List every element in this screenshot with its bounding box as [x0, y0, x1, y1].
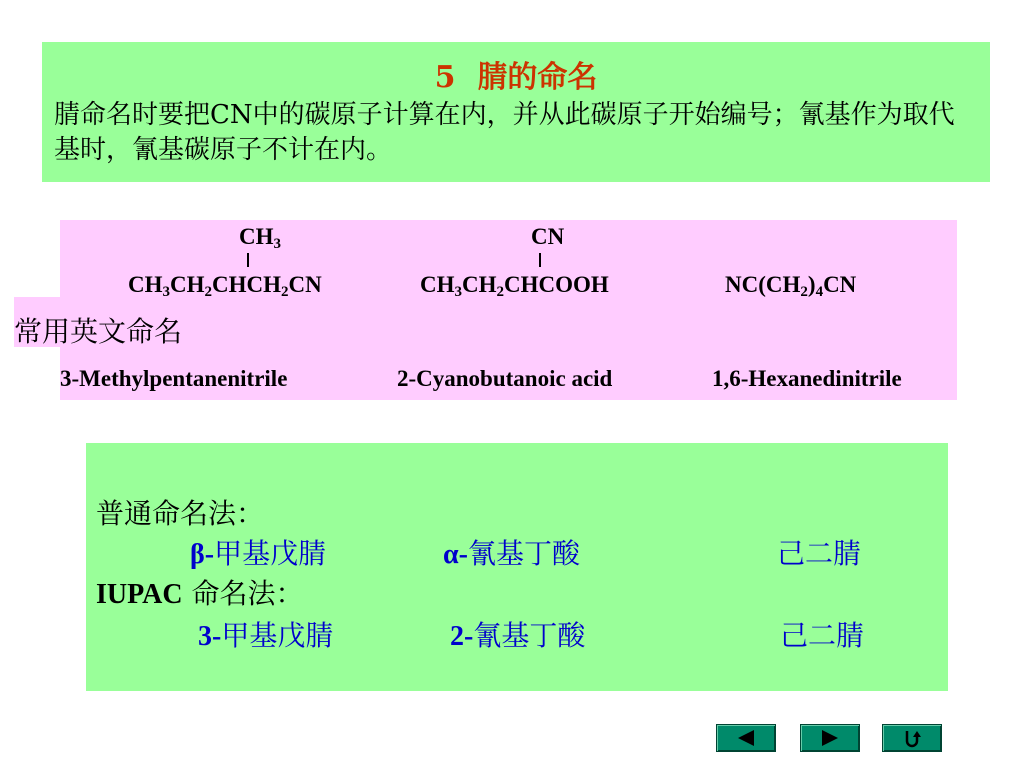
english-name-1: 3-Methylpentanenitrile: [60, 366, 288, 391]
common-naming-label: 普通命名法：: [96, 497, 265, 530]
slide-title: [42, 52, 990, 96]
iupac-name-3: 己二腈: [780, 619, 865, 652]
bond-line-1: [247, 253, 249, 267]
english-name-3: 1,6-Hexanedinitrile: [712, 366, 902, 391]
bond-line-2: [539, 253, 541, 267]
naming-rule-text: 腈命名时要把CN中的碳原子计算在内，并从此碳原子开始编号；氰基作为取代基时，氰基碳原子不计在内。: [54, 100, 955, 165]
common-name-2: α-氰基丁酸: [443, 537, 580, 570]
return-icon: [900, 728, 924, 748]
title-number: 5: [434, 60, 456, 95]
next-arrow-icon: [818, 729, 842, 747]
next-slide-button[interactable]: [800, 724, 860, 752]
common-name-3: 己二腈: [777, 537, 862, 570]
prev-arrow-icon: [734, 729, 758, 747]
title-text: 腈的命名: [477, 60, 598, 95]
iupac-name-2: 2-氰基丁酸: [450, 619, 586, 652]
iupac-name-1: 3-甲基戊腈: [198, 619, 334, 652]
iupac-naming-label: IUPAC 命名法：: [96, 577, 304, 610]
formula-hexanedinitrile: $NC(CH_2)_4CN$: [725, 272, 857, 300]
return-button[interactable]: [882, 724, 942, 752]
cyano-branch: CN: [531, 224, 565, 249]
english-name-2: 2-Cyanobutanoic acid: [397, 366, 613, 391]
methyl-branch: $CH_3$: [239, 224, 281, 252]
formula-2-cyanobutanoic-acid: $CH_3CH_2CHCOOH$: [420, 272, 609, 300]
previous-slide-button[interactable]: [716, 724, 776, 752]
english-naming-label: 常用英文命名: [14, 315, 183, 348]
common-name-1: β-甲基戊腈: [190, 537, 327, 570]
formula-3-methylpentanenitrile: $CH_3CH_2CHCH_2CN$: [128, 272, 322, 300]
intro-panel: [42, 42, 990, 182]
